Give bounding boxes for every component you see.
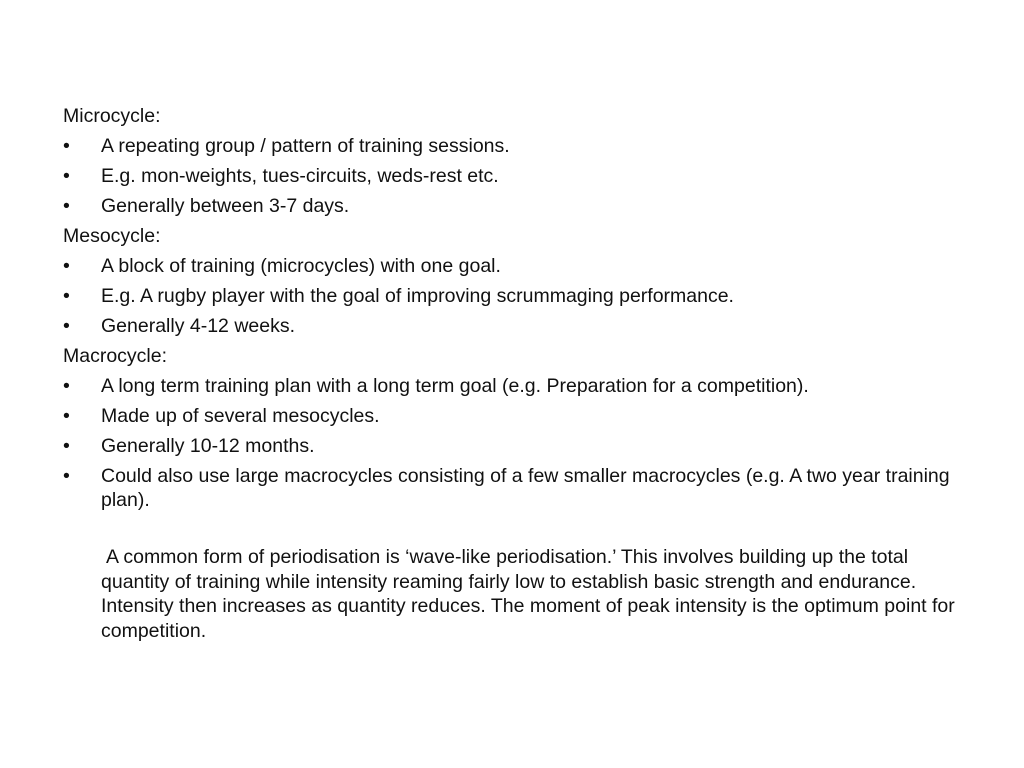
bullet-marker: • bbox=[63, 315, 70, 337]
bullet-text: Made up of several mesocycles. bbox=[101, 405, 380, 427]
bullet-item bbox=[63, 374, 973, 398]
bullet-marker: • bbox=[63, 135, 70, 157]
bullet-marker: • bbox=[63, 405, 70, 427]
bullet-text: A long term training plan with a long term goal (e.g. Preparation for a competition). bbox=[101, 375, 809, 397]
bullet-text: Could also use large macrocycles consisting of a few smaller macrocycles (e.g. A two year training plan). bbox=[101, 465, 950, 511]
bullet-text: E.g. A rugby player with the goal of improving scrummaging performance. bbox=[101, 285, 734, 307]
bullet-marker: • bbox=[63, 255, 70, 277]
bullet-item bbox=[63, 284, 973, 308]
section-heading: Mesocycle: bbox=[63, 225, 161, 247]
bullet-marker: • bbox=[63, 285, 70, 307]
section-mesocycle bbox=[63, 224, 973, 338]
bullet-text: E.g. mon-weights, tues-circuits, weds-rest etc. bbox=[101, 165, 499, 187]
bullet-item bbox=[63, 464, 973, 512]
bullet-marker: • bbox=[63, 435, 70, 457]
periodisation-paragraph: A common form of periodisation is ‘wave-like periodisation.’ This involves building up the total quantity of training while intensity reaming fairly low to establish basic strength and endurance. Intensity then increases as quantity reduces. The moment of peak intensity is the optimum point for competition. bbox=[101, 546, 955, 642]
bullet-marker: • bbox=[63, 465, 70, 487]
bullet-marker: • bbox=[63, 375, 70, 397]
bullet-item bbox=[63, 434, 973, 458]
section-heading: Microcycle: bbox=[63, 105, 161, 127]
bullet-text: Generally 10-12 months. bbox=[101, 435, 315, 457]
bullet-item bbox=[63, 254, 973, 278]
bullet-item bbox=[63, 404, 973, 428]
bullet-text: Generally between 3-7 days. bbox=[101, 195, 350, 217]
bullet-text: A block of training (microcycles) with one goal. bbox=[101, 255, 501, 277]
bullet-text: Generally 4-12 weeks. bbox=[101, 315, 296, 337]
bullet-item bbox=[63, 194, 973, 218]
bullet-item bbox=[63, 314, 973, 338]
slide-content bbox=[63, 104, 973, 643]
bullet-text: A repeating group / pattern of training sessions. bbox=[101, 135, 510, 157]
bullet-item bbox=[63, 164, 973, 188]
section-heading: Macrocycle: bbox=[63, 345, 168, 367]
bullet-marker: • bbox=[63, 165, 70, 187]
section-macrocycle bbox=[63, 344, 973, 512]
section-microcycle bbox=[63, 104, 973, 218]
bullet-item bbox=[63, 134, 973, 158]
bullet-marker: • bbox=[63, 195, 70, 217]
